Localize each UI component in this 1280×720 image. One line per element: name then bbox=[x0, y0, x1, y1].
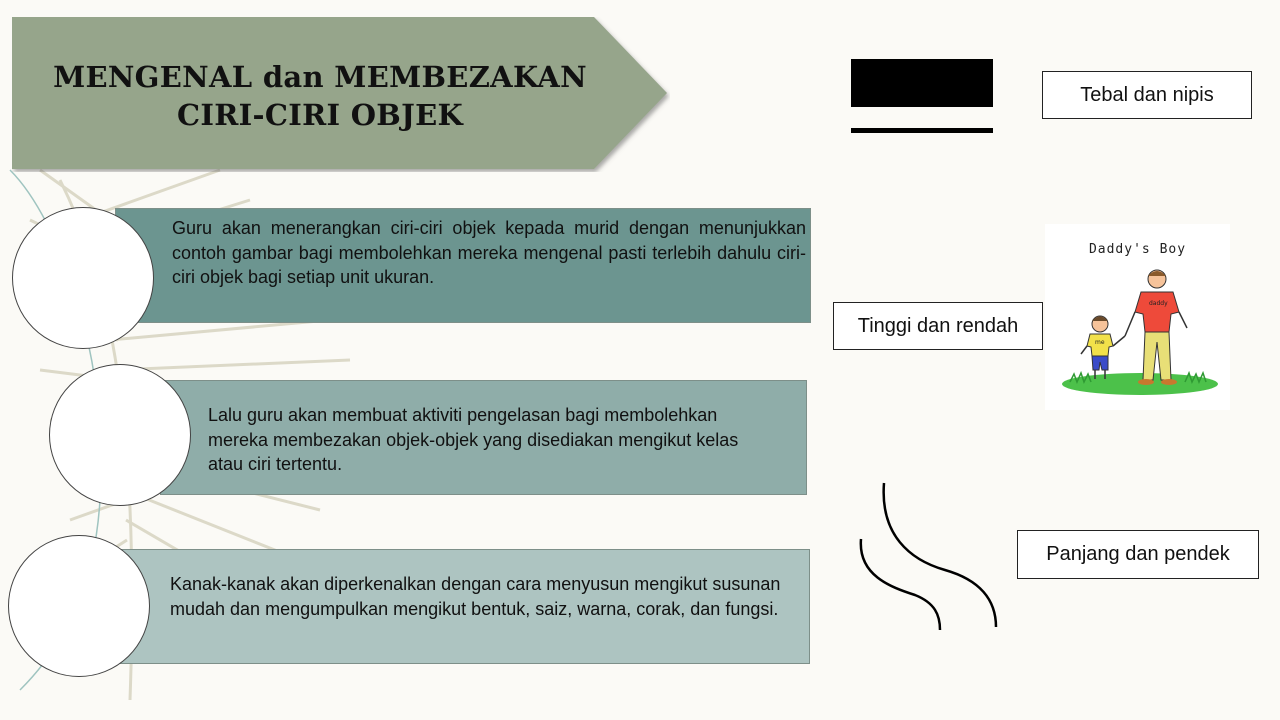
father-son-drawing bbox=[1045, 224, 1230, 410]
title-line-2: CIRI-CIRI OBJEK bbox=[176, 98, 464, 132]
step-3-circle bbox=[8, 535, 150, 677]
dad-shirt-text: daddy bbox=[1149, 300, 1168, 307]
label-long-short: Panjang dan pendek bbox=[1017, 530, 1259, 579]
long-short-curves bbox=[850, 475, 1010, 640]
step-1-bar bbox=[115, 208, 811, 323]
step-2-text: Lalu guru akan membuat aktiviti pengelasan bagi membolehkan mereka membezakan objek-objek yang disediakan mengikut kelas atau ciri tertentu. bbox=[208, 405, 739, 474]
daddys-boy-picture bbox=[1045, 224, 1230, 410]
title-line-1: MENGENAL dan MEMBEZAKAN bbox=[53, 60, 587, 94]
label-thick-thin: Tebal dan nipis bbox=[1042, 71, 1252, 119]
step-3-bar bbox=[118, 549, 810, 664]
label-tall-short: Tinggi dan rendah bbox=[833, 302, 1043, 350]
picture-caption: Daddy's Boy bbox=[1088, 242, 1187, 257]
step-2-circle bbox=[49, 364, 191, 506]
step-2-bar bbox=[160, 380, 807, 495]
thick-line-shape bbox=[851, 59, 993, 107]
page-title bbox=[30, 58, 610, 134]
son-shirt-text: me bbox=[1095, 339, 1105, 346]
step-1-circle bbox=[12, 207, 154, 349]
step-1-text: Guru akan menerangkan ciri-ciri objek kepada murid dengan menunjukkan contoh gambar bagi membolehkan mereka mengenal pasti terlebih dahulu ciri-ciri objek bagi setiap unit ukuran. bbox=[172, 218, 806, 287]
thin-line-shape bbox=[851, 128, 993, 133]
step-3-text: Kanak-kanak akan diperkenalkan dengan cara menyusun mengikut susunan mudah dan mengumpulkan mengikut bentuk, saiz, warna, corak, dan fungsi. bbox=[170, 574, 781, 619]
